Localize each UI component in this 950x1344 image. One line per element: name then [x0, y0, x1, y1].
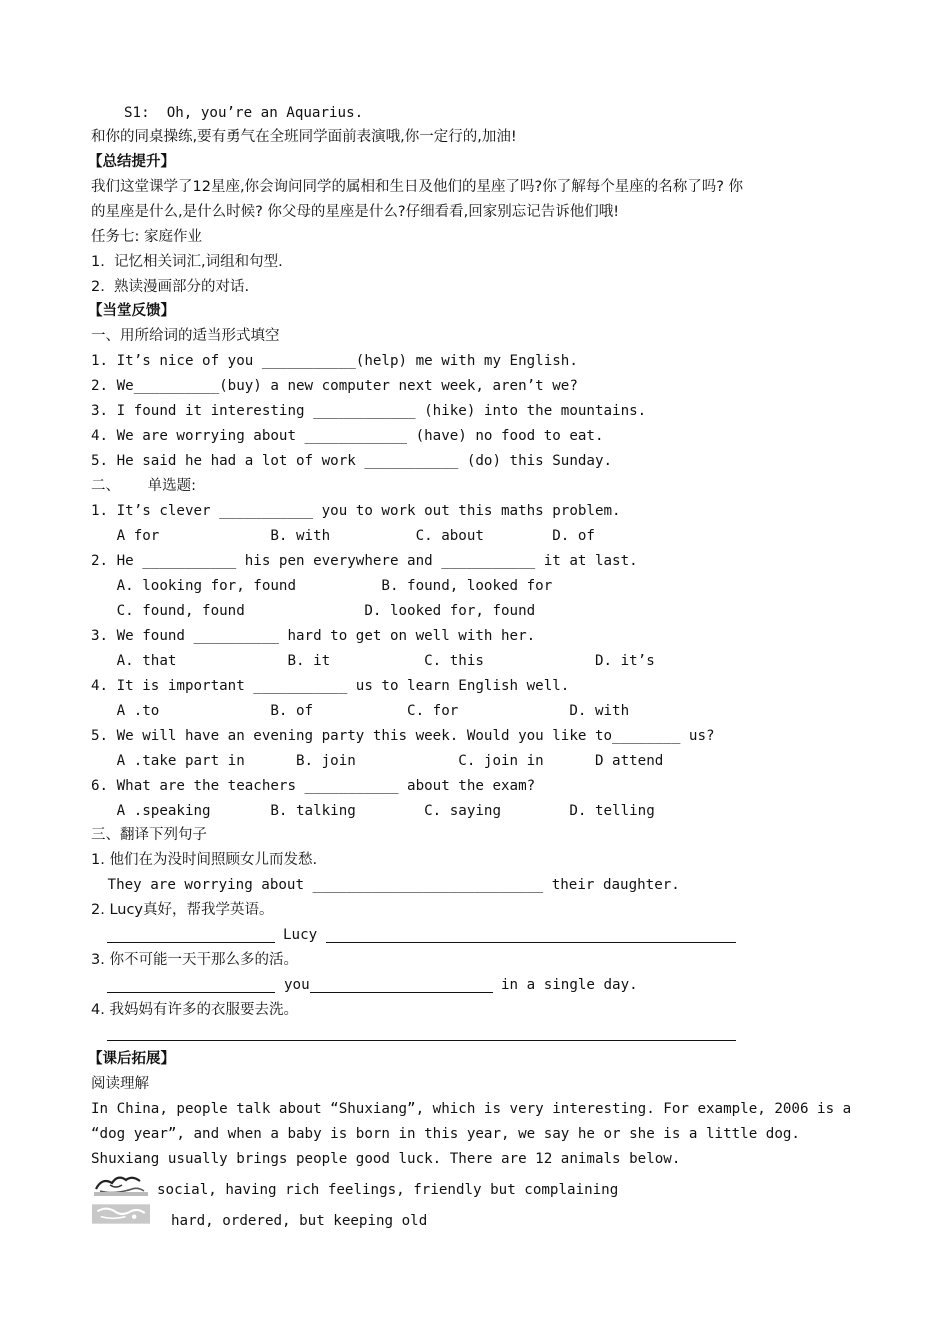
translate-question-4: 4. 我妈妈有许多的衣服要去洗。	[91, 1002, 298, 1018]
part-two-title: 二、 单选题:	[91, 478, 197, 494]
mc-question-5: 5. We will have an evening party this week. Would you like to________ us?	[91, 728, 715, 744]
mc-options-4: A .to B. of C. for D. with	[91, 703, 630, 719]
mc-options-5: A .take part in B. join C. join in D attend	[91, 753, 664, 769]
reading-paragraph-1: In China, people talk about “Shuxiang”, which is very interesting. For example, 2006 is a	[91, 1101, 852, 1117]
translate-answer-3-tail: in a single day.	[501, 977, 638, 993]
section-heading-summary: 【总结提升】	[88, 154, 175, 170]
reading-title: 阅读理解	[91, 1076, 149, 1092]
reading-paragraph-3: Shuxiang usually brings people good luck. There are 12 animals below.	[91, 1151, 681, 1167]
mc-options-2b: C. found, found D. looked for, found	[91, 603, 536, 619]
section-heading-extension: 【课后拓展】	[88, 1051, 175, 1067]
mc-options-2a: A. looking for, found B. found, looked for	[91, 578, 553, 594]
answer-line	[107, 992, 275, 993]
answer-line	[107, 942, 275, 943]
summary-text-1: 我们这堂课学了12星座,你会询问同学的属相和生日及他们的星座了吗?你了解每个星座的名称了吗? 你	[91, 179, 744, 195]
summary-text-2: 的星座是什么,是什么时候? 你父母的星座是什么?仔细看看,回家别忘记告诉他们哦!	[91, 204, 620, 220]
translate-question-3: 3. 你不可能一天干那么多的活。	[91, 952, 298, 968]
mc-options-3: A. that B. it C. this D. it’s	[91, 653, 655, 669]
mc-question-4: 4. It is important ___________ us to learn English well.	[91, 678, 570, 694]
animal-trait-2: hard, ordered, but keeping old	[171, 1213, 428, 1229]
fill-question-1: 1. It’s nice of you ___________(help) me with my English.	[91, 353, 578, 369]
answer-line	[107, 1040, 736, 1041]
homework-item-1: 1. 记忆相关词汇,词组和句型.	[91, 254, 283, 270]
instruction-text: 和你的同桌操练,要有勇气在全班同学面前表演哦,你一定行的,加油!	[91, 129, 517, 145]
answer-line	[310, 992, 493, 993]
reading-paragraph-2: “dog year”, and when a baby is born in this year, we say he or she is a little dog.	[91, 1126, 800, 1142]
mc-options-6: A .speaking B. talking C. saying D. telling	[91, 803, 655, 819]
mc-question-3: 3. We found __________ hard to get on well with her.	[91, 628, 536, 644]
fill-question-5: 5. He said he had a lot of work ___________ (do) this Sunday.	[91, 453, 613, 469]
translate-question-1: 1. 他们在为没时间照顾女儿而发愁.	[91, 852, 318, 868]
homework-item-2: 2. 熟读漫画部分的对话.	[91, 279, 250, 295]
translate-answer-2-word: Lucy	[283, 927, 318, 943]
animal-trait-1: social, having rich feelings, friendly but complaining	[157, 1182, 619, 1198]
mc-question-1: 1. It’s clever ___________ you to work out this maths problem.	[91, 503, 621, 519]
dialogue-line: S1: Oh, you’re an Aquarius.	[124, 105, 364, 121]
task-seven-title: 任务七: 家庭作业	[91, 229, 202, 245]
fill-question-2: 2. We__________(buy) a new computer next week, aren’t we?	[91, 378, 578, 394]
fill-question-3: 3. I found it interesting ____________ (hike) into the mountains.	[91, 403, 647, 419]
translate-answer-3-word: you	[284, 977, 310, 993]
part-one-title: 一、用所给词的适当形式填空	[91, 328, 280, 344]
mc-question-2: 2. He ___________ his pen everywhere and ___________ it at last.	[91, 553, 638, 569]
ox-sketch-image	[92, 1201, 150, 1227]
fill-question-4: 4. We are worrying about ____________ (have) no food to eat.	[91, 428, 604, 444]
translate-question-2: 2. Lucy真好，帮我学英语。	[91, 902, 274, 918]
section-heading-feedback: 【当堂反馈】	[88, 303, 175, 319]
translate-answer-1: They are worrying about ___________________________ their daughter.	[99, 877, 680, 893]
mc-question-6: 6. What are the teachers ___________ about the exam?	[91, 778, 536, 794]
rabbit-sketch-image	[92, 1171, 150, 1197]
part-three-title: 三、翻译下列句子	[91, 827, 207, 843]
answer-line	[326, 942, 736, 943]
mc-options-1: A for B. with C. about D. of	[91, 528, 595, 544]
